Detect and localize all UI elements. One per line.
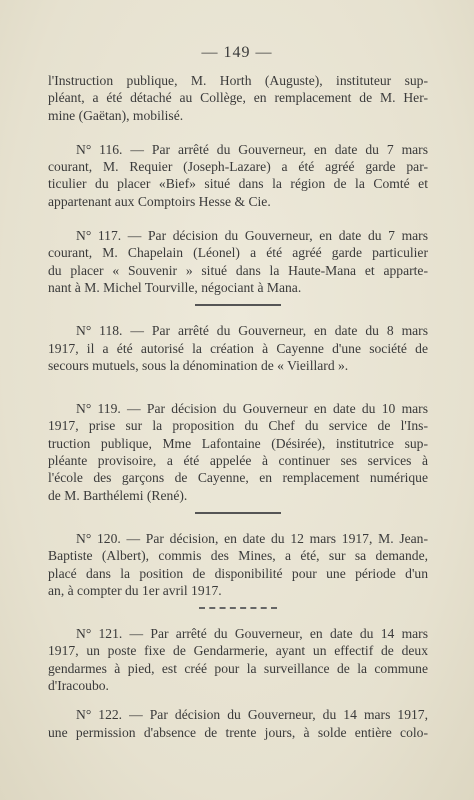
paragraph-122 [48, 706, 428, 741]
paragraph-116 [48, 141, 428, 210]
text-line: d'Iracoubo. [48, 678, 109, 694]
text-line: 1917, prise sur la proposition du Chef du service de l'Ins- [48, 418, 428, 434]
text-line: 1917, un poste fixe de Gendarmerie, ayant un effectif de deux [48, 643, 428, 659]
text-line: N° 120. — Par décision, en date du 12 mars 1917, M. Jean- [76, 530, 428, 546]
section-divider [195, 304, 281, 306]
text-line: N° 122. — Par décision du Gouverneur, du 14 mars 1917, [76, 707, 428, 723]
text-line: N° 116. — Par arrêté du Gouverneur, en date du 7 mars [76, 141, 428, 157]
text-line: secours mutuels, sous la dénomination de « Vieillard ». [48, 357, 349, 373]
text-line: courant, M. Requier (Joseph-Lazare) a été agréé garde par- [48, 159, 428, 175]
paragraph-117 [48, 227, 428, 296]
text-line: mine (Gaëtan), mobilisé. [48, 107, 184, 123]
text-line: pléant, a été détaché au Collège, en remplacement de M. Her- [48, 90, 428, 106]
text-line: une permission d'absence de trente jours, à solde entière colo- [48, 724, 428, 740]
text-line: appartenant aux Comptoirs Hesse & Cie. [48, 193, 271, 209]
text-line: Baptiste (Albert), commis des Mines, a été, sur sa demande, [48, 548, 428, 564]
text-line: gendarmes à pied, est créé pour la surveillance de la commune [48, 660, 428, 676]
text-line: de M. Barthélemi (René). [48, 487, 188, 503]
paragraph-continuation [48, 72, 428, 124]
section-divider [195, 512, 281, 514]
text-line: truction publique, Mme Lafontaine (Désirée), institutrice sup- [48, 435, 428, 451]
text-line: courant, M. Chapelain (Léonel) a été agréé garde particulier [48, 245, 428, 261]
paragraph-121 [48, 625, 428, 694]
text-line: ticulier du placer «Bief» situé dans la région de la Comté et [48, 176, 428, 192]
text-line: N° 119. — Par décision du Gouverneur en date du 10 mars [76, 401, 428, 417]
document-body [48, 72, 428, 758]
paragraph-120 [48, 530, 428, 599]
section-divider [199, 607, 277, 609]
paragraph-118 [48, 322, 428, 374]
text-line: pléante provisoire, a été appelée à continuer ses services à [48, 453, 428, 469]
text-line: an, à compter du 1er avril 1917. [48, 582, 222, 598]
text-line: nant à M. Michel Tourville, négociant à Mana. [48, 279, 302, 295]
text-line: l'école des garçons de Cayenne, en remplacement numérique [48, 470, 428, 486]
page-number: — 149 — [201, 44, 273, 61]
text-line: 1917, il a été autorisé la création à Cayenne d'une société de [48, 340, 428, 356]
text-line: l'Instruction publique, M. Horth (Auguste), instituteur sup- [48, 73, 428, 88]
text-line: N° 118. — Par arrêté du Gouverneur, en date du 8 mars [76, 323, 428, 339]
text-line: N° 121. — Par arrêté du Gouverneur, en date du 14 mars [76, 626, 428, 642]
paragraph-119 [48, 400, 428, 504]
text-line: du placer « Souvenir » situé dans la Haute-Mana et apparte- [48, 262, 428, 278]
text-line: placé dans la position de disponibilité pour une période d'un [48, 565, 428, 581]
text-line: N° 117. — Par décision du Gouverneur, en date du 7 mars [76, 228, 428, 244]
